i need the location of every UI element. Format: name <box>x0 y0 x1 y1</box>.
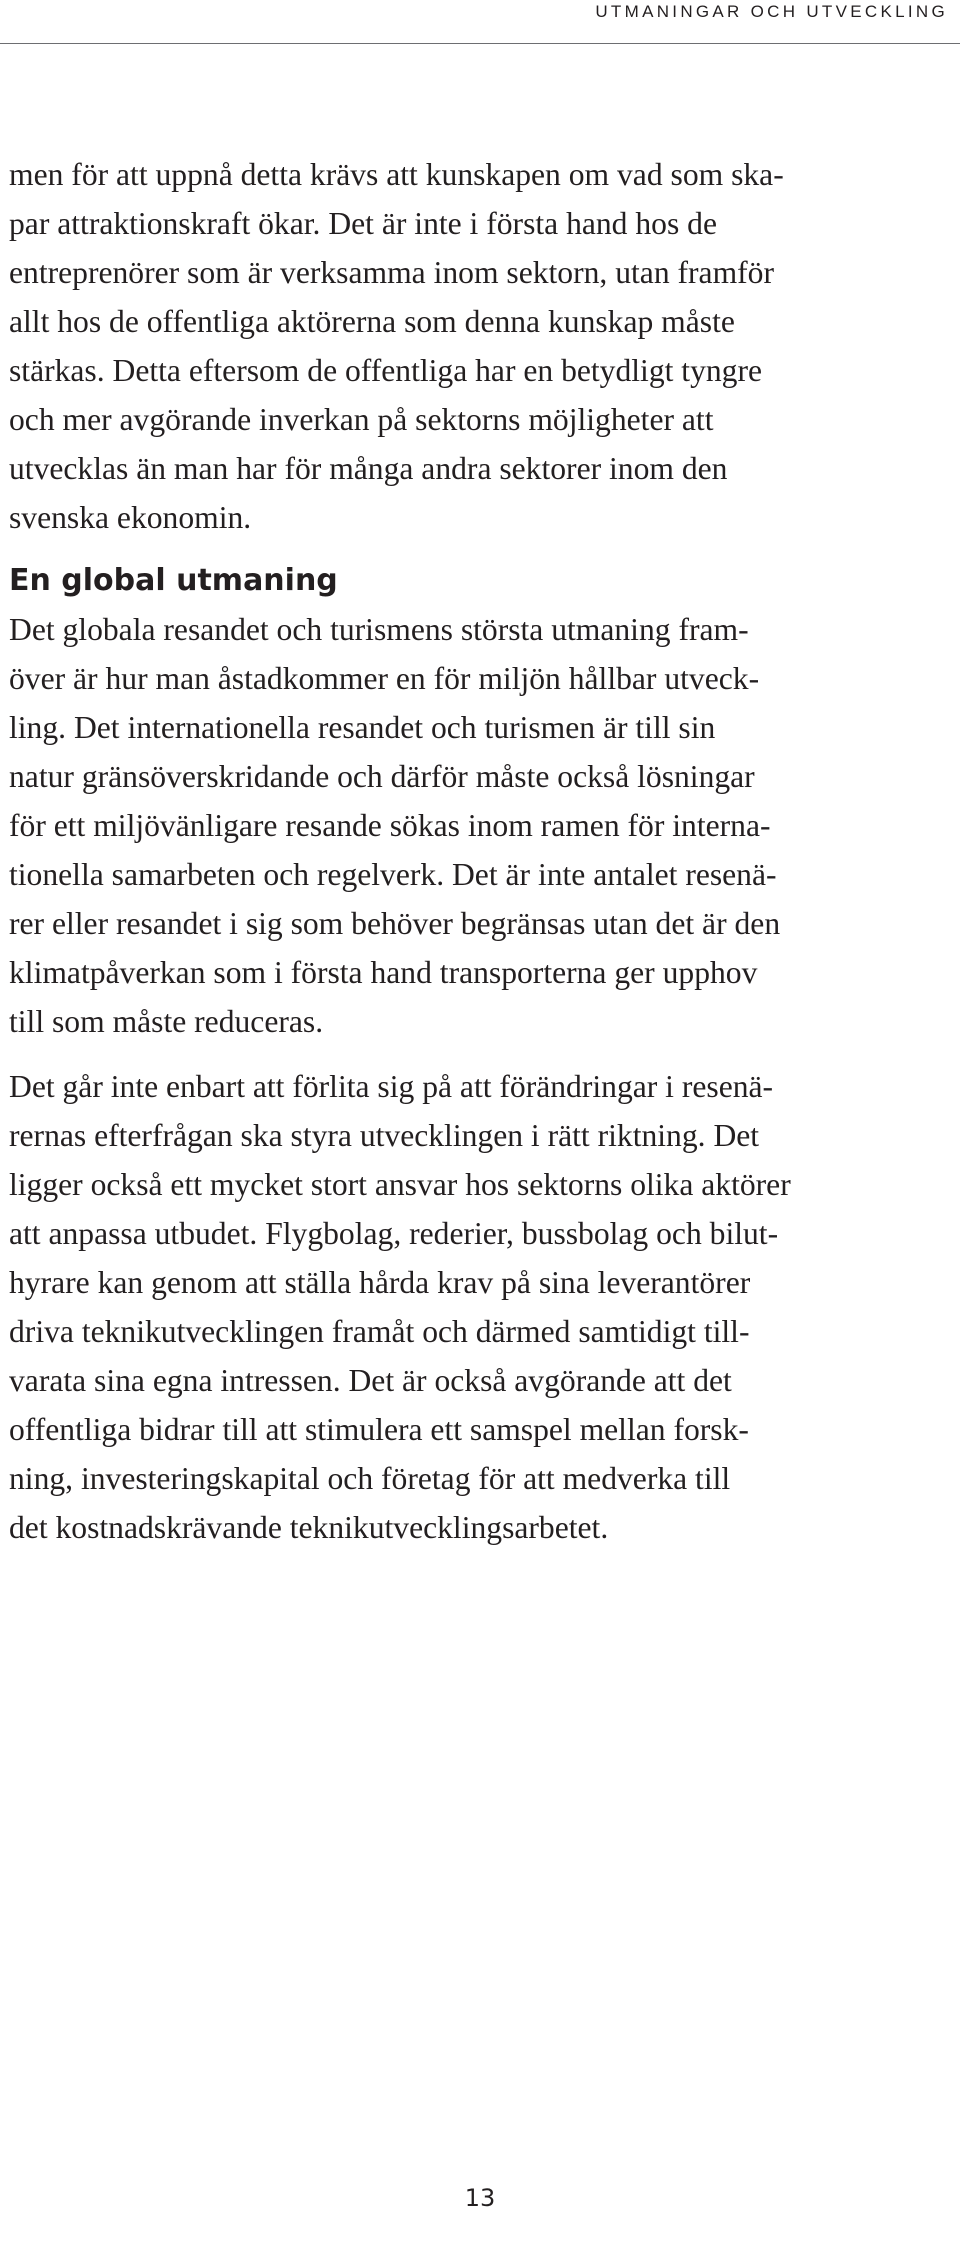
text-line: natur gränsöverskridande och därför måste också lösningar <box>9 759 755 794</box>
text-line: par attraktionskraft ökar. Det är inte i första hand hos de <box>9 206 717 241</box>
text-line: och mer avgörande inverkan på sektorns möjligheter att <box>9 402 714 437</box>
text-line: ning, investeringskapital och företag för att medverka till <box>9 1461 731 1496</box>
text-line: ligger också ett mycket stort ansvar hos sektorns olika aktörer <box>9 1167 791 1202</box>
text-line: stärkas. Detta eftersom de offentliga har en betydligt tyngre <box>9 353 763 388</box>
text-line: svenska ekonomin. <box>9 500 252 535</box>
paragraph-3 <box>9 1062 951 1552</box>
text-line: varata sina egna intressen. Det är också avgörande att det <box>9 1363 732 1398</box>
text-line: utvecklas än man har för många andra sektorer inom den <box>9 451 728 486</box>
text-line: för ett miljövänligare resande sökas inom ramen för interna- <box>9 808 771 843</box>
text-line: rernas efterfrågan ska styra utvecklingen i rätt riktning. Det <box>9 1118 760 1153</box>
text-line: allt hos de offentliga aktörerna som denna kunskap måste <box>9 304 735 339</box>
text-line: klimatpåverkan som i första hand transporterna ger upphov <box>9 955 758 990</box>
paragraph-1 <box>9 150 951 542</box>
paragraph-2 <box>9 605 951 1046</box>
section-heading: En global utmaning <box>9 563 338 598</box>
text-line: att anpassa utbudet. Flygbolag, rederier, bussbolag och bilut- <box>9 1216 779 1251</box>
text-line: hyrare kan genom att ställa hårda krav på sina leverantörer <box>9 1265 751 1300</box>
text-line: offentliga bidrar till att stimulera ett samspel mellan forsk- <box>9 1412 749 1447</box>
text-line: till som måste reduceras. <box>9 1004 324 1039</box>
header-rule <box>0 43 960 44</box>
text-line: ling. Det internationella resandet och turismen är till sin <box>9 710 716 745</box>
text-line: tionella samarbeten och regelverk. Det är inte antalet resenä- <box>9 857 777 892</box>
text-line: Det går inte enbart att förlita sig på att förändringar i resenä- <box>9 1069 774 1104</box>
text-line: driva teknikutvecklingen framåt och därmed samtidigt till- <box>9 1314 750 1349</box>
text-line: över är hur man åstadkommer en för miljön hållbar utveck- <box>9 661 760 696</box>
text-line: det kostnadskrävande teknikutvecklingsarbetet. <box>9 1510 609 1545</box>
body-text <box>9 150 951 1552</box>
text-line: Det globala resandet och turismens största utmaning fram- <box>9 612 749 647</box>
text-line: entreprenörer som är verksamma inom sektorn, utan framför <box>9 255 774 290</box>
running-header <box>0 0 960 44</box>
running-title: UTMANINGAR OCH UTVECKLING <box>595 2 948 21</box>
text-line: rer eller resandet i sig som behöver begränsas utan det är den <box>9 906 781 941</box>
page-number: 13 <box>464 2184 496 2212</box>
text-line: men för att uppnå detta krävs att kunskapen om vad som ska- <box>9 157 784 192</box>
